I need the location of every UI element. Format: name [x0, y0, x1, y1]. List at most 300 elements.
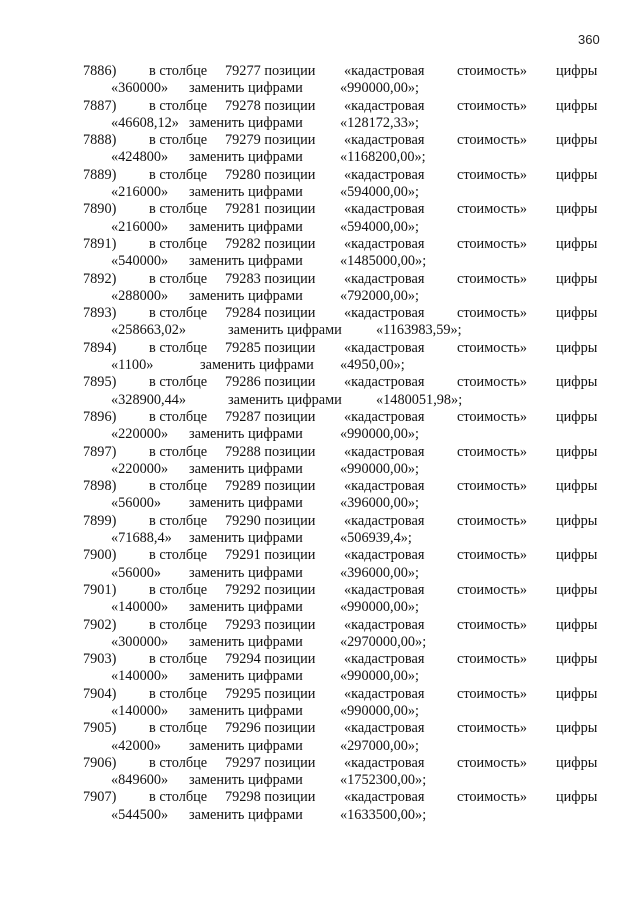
position-word: позиции	[264, 616, 316, 633]
item-number: 7888)	[83, 132, 117, 149]
amendment-line-2	[0, 461, 640, 478]
item-number: 7897)	[83, 443, 117, 460]
item-number: 7899)	[83, 512, 117, 529]
position-phrase	[225, 236, 315, 253]
old-value: «42000»	[111, 737, 162, 754]
replace-phrase: заменить цифрами	[189, 530, 303, 547]
position-number: 79283	[225, 270, 261, 287]
stoimost-word: стоимость»	[457, 720, 528, 737]
column-phrase: в столбце	[149, 235, 208, 252]
position-word: позиции	[264, 581, 316, 598]
position-number: 79298	[225, 789, 261, 806]
amendment-line-1	[0, 617, 640, 634]
old-value: «328900,44»	[111, 391, 187, 408]
replace-phrase: заменить цифрами	[200, 357, 314, 374]
amendment-line-1	[0, 305, 640, 322]
amendment-list	[0, 63, 640, 824]
old-value: «71688,4»	[111, 530, 172, 547]
amendment-line-1	[0, 789, 640, 806]
amendment-line-2	[0, 530, 640, 547]
position-phrase	[225, 582, 315, 599]
new-value: «2970000,00»;	[340, 633, 427, 650]
position-word: позиции	[264, 63, 316, 79]
amendment-line-1	[0, 236, 640, 253]
cifry-word: цифры	[556, 339, 598, 356]
column-phrase: в столбце	[149, 63, 208, 79]
column-phrase: в столбце	[149, 720, 208, 737]
new-value: «1485000,00»;	[340, 253, 427, 270]
position-number: 79287	[225, 408, 261, 425]
old-value: «544500»	[111, 806, 169, 823]
old-value: «220000»	[111, 426, 169, 443]
amendment-item	[0, 340, 640, 375]
old-value: «540000»	[111, 253, 169, 270]
amendment-line-1	[0, 720, 640, 737]
position-number: 79280	[225, 166, 261, 183]
cifry-word: цифры	[556, 512, 598, 529]
cifry-word: цифры	[556, 720, 598, 737]
position-word: позиции	[264, 754, 316, 771]
column-phrase: в столбце	[149, 547, 208, 564]
old-value: «288000»	[111, 287, 169, 304]
position-number: 79286	[225, 374, 261, 391]
column-phrase: в столбце	[149, 270, 208, 287]
column-phrase: в столбце	[149, 166, 208, 183]
amendment-item	[0, 513, 640, 548]
cifry-word: цифры	[556, 685, 598, 702]
amendment-line-2	[0, 634, 640, 651]
stoimost-word: стоимость»	[457, 305, 528, 322]
item-number: 7889)	[83, 166, 117, 183]
replace-phrase: заменить цифрами	[189, 564, 303, 581]
kadastr-word: «кадастровая	[344, 235, 425, 252]
replace-phrase: заменить цифрами	[189, 253, 303, 270]
kadastr-word: «кадастровая	[344, 581, 425, 598]
amendment-item	[0, 617, 640, 652]
amendment-item	[0, 409, 640, 444]
cifry-word: цифры	[556, 166, 598, 183]
position-word: позиции	[264, 132, 316, 149]
kadastr-word: «кадастровая	[344, 132, 425, 149]
new-value: «1480051,98»;	[376, 391, 463, 408]
item-number: 7907)	[83, 789, 117, 806]
new-value: «792000,00»;	[340, 287, 420, 304]
kadastr-word: «кадастровая	[344, 166, 425, 183]
amendment-line-1	[0, 374, 640, 391]
new-value: «128172,33»;	[340, 114, 420, 131]
column-phrase: в столбце	[149, 374, 208, 391]
amendment-item	[0, 305, 640, 340]
item-number: 7895)	[83, 374, 117, 391]
column-phrase: в столбце	[149, 443, 208, 460]
replace-phrase: заменить цифрами	[189, 184, 303, 201]
cifry-word: цифры	[556, 651, 598, 668]
stoimost-word: стоимость»	[457, 374, 528, 391]
position-phrase	[225, 63, 315, 80]
new-value: «506939,4»;	[340, 530, 412, 547]
amendment-item	[0, 63, 640, 98]
replace-phrase: заменить цифрами	[189, 806, 303, 823]
kadastr-word: «кадастровая	[344, 651, 425, 668]
stoimost-word: стоимость»	[457, 339, 528, 356]
amendment-line-2	[0, 772, 640, 789]
kadastr-word: «кадастровая	[344, 512, 425, 529]
stoimost-word: стоимость»	[457, 270, 528, 287]
cifry-word: цифры	[556, 374, 598, 391]
amendment-item	[0, 478, 640, 513]
position-word: позиции	[264, 408, 316, 425]
cifry-word: цифры	[556, 235, 598, 252]
amendment-line-2	[0, 80, 640, 97]
position-number: 79297	[225, 754, 261, 771]
old-value: «1100»	[111, 357, 154, 374]
item-number: 7886)	[83, 63, 117, 79]
amendment-item	[0, 374, 640, 409]
amendment-line-1	[0, 582, 640, 599]
amendment-line-2	[0, 668, 640, 685]
stoimost-word: стоимость»	[457, 547, 528, 564]
item-number: 7905)	[83, 720, 117, 737]
stoimost-word: стоимость»	[457, 478, 528, 495]
position-word: позиции	[264, 443, 316, 460]
amendment-item	[0, 789, 640, 824]
cifry-word: цифры	[556, 201, 598, 218]
position-number: 79279	[225, 132, 261, 149]
position-phrase	[225, 547, 315, 564]
stoimost-word: стоимость»	[457, 408, 528, 425]
column-phrase: в столбце	[149, 97, 208, 114]
new-value: «990000,00»;	[340, 80, 420, 97]
stoimost-word: стоимость»	[457, 512, 528, 529]
cifry-word: цифры	[556, 408, 598, 425]
column-phrase: в столбце	[149, 616, 208, 633]
item-number: 7891)	[83, 235, 117, 252]
replace-phrase: заменить цифрами	[228, 391, 342, 408]
position-number: 79295	[225, 685, 261, 702]
replace-phrase: заменить цифрами	[189, 287, 303, 304]
stoimost-word: стоимость»	[457, 685, 528, 702]
position-phrase	[225, 271, 315, 288]
item-number: 7903)	[83, 651, 117, 668]
amendment-line-2	[0, 322, 640, 339]
replace-phrase: заменить цифрами	[228, 322, 342, 339]
kadastr-word: «кадастровая	[344, 97, 425, 114]
stoimost-word: стоимость»	[457, 201, 528, 218]
item-number: 7894)	[83, 339, 117, 356]
amendment-line-2	[0, 426, 640, 443]
position-number: 79296	[225, 720, 261, 737]
amendment-item	[0, 582, 640, 617]
replace-phrase: заменить цифрами	[189, 599, 303, 616]
column-phrase: в столбце	[149, 581, 208, 598]
amendment-item	[0, 686, 640, 721]
column-phrase: в столбце	[149, 201, 208, 218]
item-number: 7896)	[83, 408, 117, 425]
position-word: позиции	[264, 720, 316, 737]
position-phrase	[225, 167, 315, 184]
amendment-item	[0, 720, 640, 755]
position-phrase	[225, 201, 315, 218]
position-word: позиции	[264, 97, 316, 114]
kadastr-word: «кадастровая	[344, 408, 425, 425]
position-number: 79277	[225, 63, 261, 79]
amendment-line-2	[0, 115, 640, 132]
column-phrase: в столбце	[149, 789, 208, 806]
cifry-word: цифры	[556, 132, 598, 149]
item-number: 7892)	[83, 270, 117, 287]
position-phrase	[225, 478, 315, 495]
position-word: позиции	[264, 651, 316, 668]
amendment-item	[0, 167, 640, 202]
stoimost-word: стоимость»	[457, 754, 528, 771]
new-value: «1163983,59»;	[376, 322, 462, 339]
position-number: 79290	[225, 512, 261, 529]
replace-phrase: заменить цифрами	[189, 460, 303, 477]
kadastr-word: «кадастровая	[344, 305, 425, 322]
cifry-word: цифры	[556, 63, 598, 79]
kadastr-word: «кадастровая	[344, 547, 425, 564]
position-number: 79291	[225, 547, 261, 564]
new-value: «990000,00»;	[340, 702, 420, 719]
item-number: 7890)	[83, 201, 117, 218]
column-phrase: в столбце	[149, 305, 208, 322]
position-number: 79288	[225, 443, 261, 460]
position-word: позиции	[264, 201, 316, 218]
new-value: «396000,00»;	[340, 495, 420, 512]
kadastr-word: «кадастровая	[344, 270, 425, 287]
position-phrase	[225, 132, 315, 149]
position-number: 79294	[225, 651, 261, 668]
position-phrase	[225, 305, 315, 322]
amendment-line-1	[0, 63, 640, 80]
position-number: 79278	[225, 97, 261, 114]
replace-phrase: заменить цифрами	[189, 426, 303, 443]
position-phrase	[225, 651, 315, 668]
amendment-line-1	[0, 409, 640, 426]
new-value: «396000,00»;	[340, 564, 420, 581]
position-number: 79282	[225, 235, 261, 252]
kadastr-word: «кадастровая	[344, 789, 425, 806]
new-value: «4950,00»;	[340, 357, 405, 374]
stoimost-word: стоимость»	[457, 63, 528, 79]
stoimost-word: стоимость»	[457, 581, 528, 598]
amendment-line-2	[0, 599, 640, 616]
position-phrase	[225, 789, 315, 806]
old-value: «258663,02»	[111, 322, 187, 339]
new-value: «990000,00»;	[340, 426, 420, 443]
new-value: «1168200,00»;	[340, 149, 426, 166]
replace-phrase: заменить цифрами	[189, 149, 303, 166]
amendment-line-1	[0, 513, 640, 530]
kadastr-word: «кадастровая	[344, 616, 425, 633]
position-phrase	[225, 513, 315, 530]
replace-phrase: заменить цифрами	[189, 668, 303, 685]
position-word: позиции	[264, 512, 316, 529]
amendment-line-1	[0, 651, 640, 668]
position-phrase	[225, 617, 315, 634]
position-number: 79293	[225, 616, 261, 633]
amendment-line-2	[0, 703, 640, 720]
replace-phrase: заменить цифрами	[189, 737, 303, 754]
amendment-item	[0, 444, 640, 479]
kadastr-word: «кадастровая	[344, 201, 425, 218]
kadastr-word: «кадастровая	[344, 685, 425, 702]
position-phrase	[225, 755, 315, 772]
amendment-item	[0, 755, 640, 790]
new-value: «1752300,00»;	[340, 772, 427, 789]
position-number: 79285	[225, 339, 261, 356]
position-word: позиции	[264, 478, 316, 495]
stoimost-word: стоимость»	[457, 651, 528, 668]
replace-phrase: заменить цифрами	[189, 702, 303, 719]
old-value: «216000»	[111, 184, 169, 201]
amendment-line-1	[0, 132, 640, 149]
amendment-line-1	[0, 444, 640, 461]
stoimost-word: стоимость»	[457, 616, 528, 633]
position-number: 79292	[225, 581, 261, 598]
kadastr-word: «кадастровая	[344, 443, 425, 460]
amendment-item	[0, 236, 640, 271]
old-value: «56000»	[111, 495, 162, 512]
old-value: «424800»	[111, 149, 169, 166]
amendment-item	[0, 547, 640, 582]
replace-phrase: заменить цифрами	[189, 218, 303, 235]
old-value: «46608,12»	[111, 114, 179, 131]
old-value: «300000»	[111, 633, 169, 650]
old-value: «140000»	[111, 668, 169, 685]
position-phrase	[225, 374, 315, 391]
position-word: позиции	[264, 547, 316, 564]
amendment-item	[0, 651, 640, 686]
position-word: позиции	[264, 270, 316, 287]
item-number: 7887)	[83, 97, 117, 114]
cifry-word: цифры	[556, 443, 598, 460]
amendment-line-1	[0, 271, 640, 288]
amendment-line-2	[0, 392, 640, 409]
cifry-word: цифры	[556, 789, 598, 806]
kadastr-word: «кадастровая	[344, 339, 425, 356]
item-number: 7900)	[83, 547, 117, 564]
column-phrase: в столбце	[149, 651, 208, 668]
old-value: «140000»	[111, 702, 169, 719]
kadastr-word: «кадастровая	[344, 374, 425, 391]
position-word: позиции	[264, 789, 316, 806]
kadastr-word: «кадастровая	[344, 754, 425, 771]
amendment-line-1	[0, 167, 640, 184]
position-phrase	[225, 340, 315, 357]
amendment-line-2	[0, 219, 640, 236]
cifry-word: цифры	[556, 616, 598, 633]
amendment-item	[0, 98, 640, 133]
amendment-line-1	[0, 340, 640, 357]
position-phrase	[225, 444, 315, 461]
position-word: позиции	[264, 305, 316, 322]
stoimost-word: стоимость»	[457, 443, 528, 460]
stoimost-word: стоимость»	[457, 789, 528, 806]
cifry-word: цифры	[556, 270, 598, 287]
kadastr-word: «кадастровая	[344, 63, 425, 79]
item-number: 7906)	[83, 754, 117, 771]
position-number: 79281	[225, 201, 261, 218]
position-word: позиции	[264, 235, 316, 252]
column-phrase: в столбце	[149, 478, 208, 495]
amendment-line-1	[0, 201, 640, 218]
new-value: «990000,00»;	[340, 599, 420, 616]
stoimost-word: стоимость»	[457, 235, 528, 252]
item-number: 7898)	[83, 478, 117, 495]
item-number: 7902)	[83, 616, 117, 633]
amendment-line-2	[0, 357, 640, 374]
position-number: 79289	[225, 478, 261, 495]
old-value: «360000»	[111, 80, 169, 97]
cifry-word: цифры	[556, 97, 598, 114]
page-number: 360	[578, 32, 600, 47]
column-phrase: в столбце	[149, 408, 208, 425]
position-phrase	[225, 686, 315, 703]
old-value: «216000»	[111, 218, 169, 235]
amendment-item	[0, 132, 640, 167]
column-phrase: в столбце	[149, 132, 208, 149]
amendment-line-1	[0, 686, 640, 703]
stoimost-word: стоимость»	[457, 97, 528, 114]
position-phrase	[225, 720, 315, 737]
cifry-word: цифры	[556, 547, 598, 564]
amendment-item	[0, 271, 640, 306]
new-value: «594000,00»;	[340, 184, 420, 201]
position-phrase	[225, 98, 315, 115]
column-phrase: в столбце	[149, 754, 208, 771]
position-word: позиции	[264, 685, 316, 702]
amendment-item	[0, 201, 640, 236]
new-value: «990000,00»;	[340, 460, 420, 477]
amendment-line-2	[0, 184, 640, 201]
cifry-word: цифры	[556, 305, 598, 322]
amendment-line-2	[0, 495, 640, 512]
replace-phrase: заменить цифрами	[189, 772, 303, 789]
item-number: 7901)	[83, 581, 117, 598]
kadastr-word: «кадастровая	[344, 720, 425, 737]
cifry-word: цифры	[556, 754, 598, 771]
stoimost-word: стоимость»	[457, 132, 528, 149]
new-value: «990000,00»;	[340, 668, 420, 685]
replace-phrase: заменить цифрами	[189, 495, 303, 512]
old-value: «140000»	[111, 599, 169, 616]
item-number: 7893)	[83, 305, 117, 322]
cifry-word: цифры	[556, 478, 598, 495]
new-value: «594000,00»;	[340, 218, 420, 235]
amendment-line-1	[0, 98, 640, 115]
kadastr-word: «кадастровая	[344, 478, 425, 495]
amendment-line-2	[0, 288, 640, 305]
column-phrase: в столбце	[149, 339, 208, 356]
amendment-line-2	[0, 565, 640, 582]
amendment-line-2	[0, 738, 640, 755]
amendment-line-2	[0, 807, 640, 824]
position-word: позиции	[264, 374, 316, 391]
column-phrase: в столбце	[149, 685, 208, 702]
new-value: «297000,00»;	[340, 737, 420, 754]
cifry-word: цифры	[556, 581, 598, 598]
stoimost-word: стоимость»	[457, 166, 528, 183]
new-value: «1633500,00»;	[340, 806, 427, 823]
position-word: позиции	[264, 166, 316, 183]
amendment-line-1	[0, 478, 640, 495]
replace-phrase: заменить цифрами	[189, 633, 303, 650]
amendment-line-2	[0, 149, 640, 166]
position-number: 79284	[225, 305, 261, 322]
replace-phrase: заменить цифрами	[189, 80, 303, 97]
column-phrase: в столбце	[149, 512, 208, 529]
